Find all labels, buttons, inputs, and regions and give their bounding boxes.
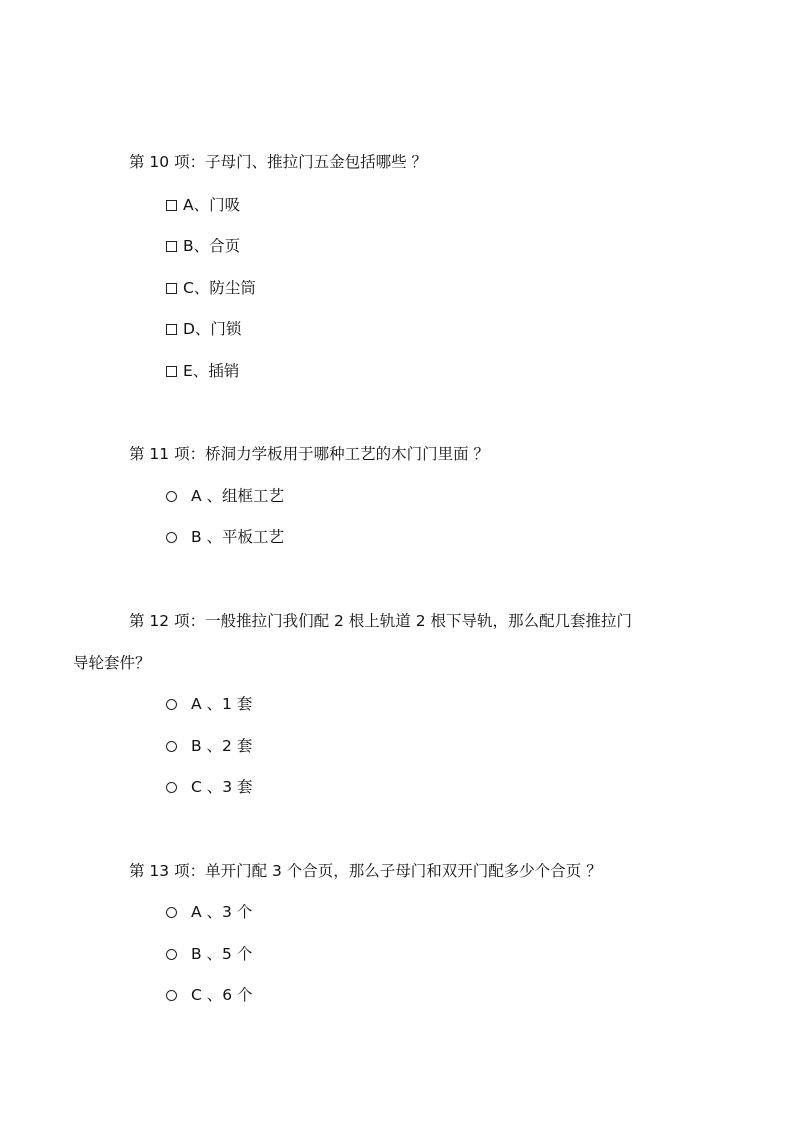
option-label: B、合页	[183, 237, 241, 255]
option-label: C 、6 个	[191, 986, 253, 1004]
question-12-option-a[interactable]	[166, 694, 252, 714]
question-12-title-continuation: 导轮套件？	[73, 654, 151, 672]
question-12-option-c[interactable]	[166, 777, 253, 797]
checkbox-icon[interactable]	[166, 200, 177, 211]
option-label: C 、3 套	[191, 778, 253, 796]
checkbox-icon[interactable]	[166, 241, 177, 252]
option-label: B 、平板工艺	[191, 528, 285, 546]
question-11-option-a[interactable]	[166, 486, 284, 506]
radio-icon[interactable]	[166, 907, 177, 918]
question-11-title: 第 11 项：桥洞力学板用于哪种工艺的木门门里面 ？	[129, 445, 490, 463]
checkbox-icon[interactable]	[166, 366, 177, 377]
radio-icon[interactable]	[166, 949, 177, 960]
radio-icon[interactable]	[166, 782, 177, 793]
question-11-option-b[interactable]	[166, 527, 284, 547]
option-label: A、门吸	[183, 196, 241, 214]
checkbox-icon[interactable]	[166, 324, 177, 335]
question-10-option-d[interactable]	[166, 319, 241, 339]
question-10-option-b[interactable]	[166, 236, 240, 256]
option-label: B 、2 套	[191, 737, 253, 755]
question-13-option-a[interactable]	[166, 902, 252, 922]
question-13-option-c[interactable]	[166, 985, 253, 1005]
option-label: C、防尘筒	[183, 279, 256, 297]
option-label: E、插销	[183, 362, 240, 380]
radio-icon[interactable]	[166, 491, 177, 502]
question-10-option-c[interactable]	[166, 278, 256, 298]
radio-icon[interactable]	[166, 990, 177, 1001]
option-label: A 、1 套	[191, 695, 253, 713]
question-13-title: 第 13 项：单开门配 3 个合页，那么子母门和双开门配多少个合页 ？	[129, 862, 602, 880]
question-12-title: 第 12 项：一般推拉门我们配 2 根上轨道 2 根下导轨，那么配几套推拉门	[129, 612, 633, 630]
question-10-title: 第 10 项：子母门、推拉门五金包括哪些 ？	[129, 153, 428, 171]
option-label: D、门锁	[183, 320, 242, 338]
question-10-option-a[interactable]	[166, 195, 240, 215]
option-label: B 、5 个	[191, 945, 253, 963]
question-12-option-b[interactable]	[166, 736, 252, 756]
radio-icon[interactable]	[166, 741, 177, 752]
option-label: A 、3 个	[191, 903, 253, 921]
radio-icon[interactable]	[166, 699, 177, 710]
question-13-option-b[interactable]	[166, 944, 252, 964]
option-label: A 、组框工艺	[191, 487, 285, 505]
checkbox-icon[interactable]	[166, 283, 177, 294]
radio-icon[interactable]	[166, 532, 177, 543]
question-10-option-e[interactable]	[166, 361, 239, 381]
